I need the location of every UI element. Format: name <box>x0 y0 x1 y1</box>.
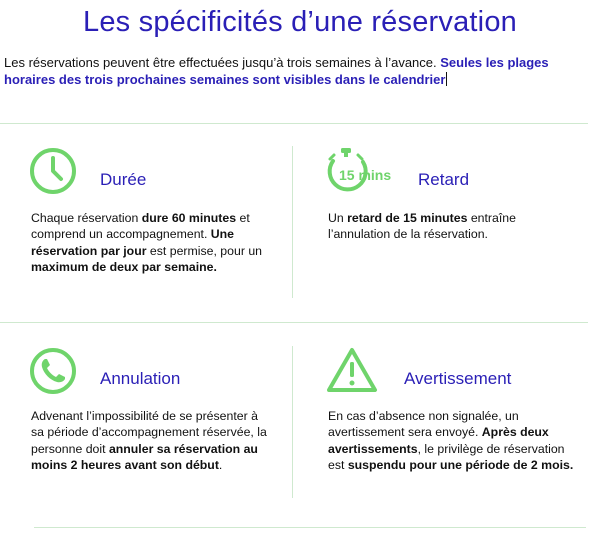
divider-vertical-top <box>292 146 293 298</box>
text-segment: En cas d’absence non signalée, un avertissement sera envoyé. <box>328 409 519 440</box>
text-bold: annuler sa réservation au moins 2 heures avant son début <box>31 441 258 473</box>
card-text-duree <box>31 210 276 276</box>
icon-label: 15 mins <box>339 167 392 183</box>
text-bold: dure 60 minutes <box>141 211 237 225</box>
divider-vertical-bottom <box>292 346 293 498</box>
text-bold: maximum de deux par semaine. <box>31 260 217 275</box>
text-bold: suspendu pour une période de 2 mois. <box>347 458 574 473</box>
card-title-duree: Durée <box>100 170 147 189</box>
text-segment: Chaque réservation <box>31 211 142 225</box>
intro-paragraph <box>4 54 594 88</box>
warning-icon <box>326 346 378 394</box>
text-segment: Advenant l’impossibilité de se présenter à sa période d’accompagnement réservée, la personne doit <box>31 409 267 456</box>
divider-bottom <box>34 527 586 528</box>
text-segment: Un <box>328 211 348 225</box>
divider-top <box>0 123 588 124</box>
text-caret <box>446 72 447 86</box>
card-text-retard <box>328 210 553 243</box>
text-segment: est permise, pour un <box>146 243 263 258</box>
text-segment: , le privilège de réservation est <box>328 441 565 473</box>
divider-middle <box>0 322 588 323</box>
text-bold: Une réservation par jour <box>31 227 235 258</box>
phone-icon <box>28 346 78 396</box>
text-segment: . <box>218 458 223 473</box>
card-title-retard: Retard <box>418 170 470 189</box>
text-bold: Après deux avertissements <box>328 425 549 456</box>
text-bold: retard de 15 minutes <box>347 211 468 225</box>
text-segment: et comprend un accompagnement. <box>31 211 250 242</box>
intro-highlight: Seules les plages horaires des trois prochaines semaines sont visibles dans le calendrier <box>4 55 549 87</box>
text-segment: entraîne l’annulation de la réservation. <box>328 211 516 242</box>
card-title-annulation: Annulation <box>100 369 181 388</box>
card-title-avertissement: Avertissement <box>404 369 512 388</box>
card-text-avertissement <box>328 408 584 474</box>
card-text-annulation <box>31 408 269 474</box>
clock-icon <box>28 146 78 196</box>
intro-text: Les réservations peuvent être effectuées jusqu’à trois semaines à l’avance. <box>4 55 441 70</box>
page-title: Les spécificités d’une réservation <box>83 6 517 38</box>
stopwatch-15-mins-icon <box>325 146 405 196</box>
